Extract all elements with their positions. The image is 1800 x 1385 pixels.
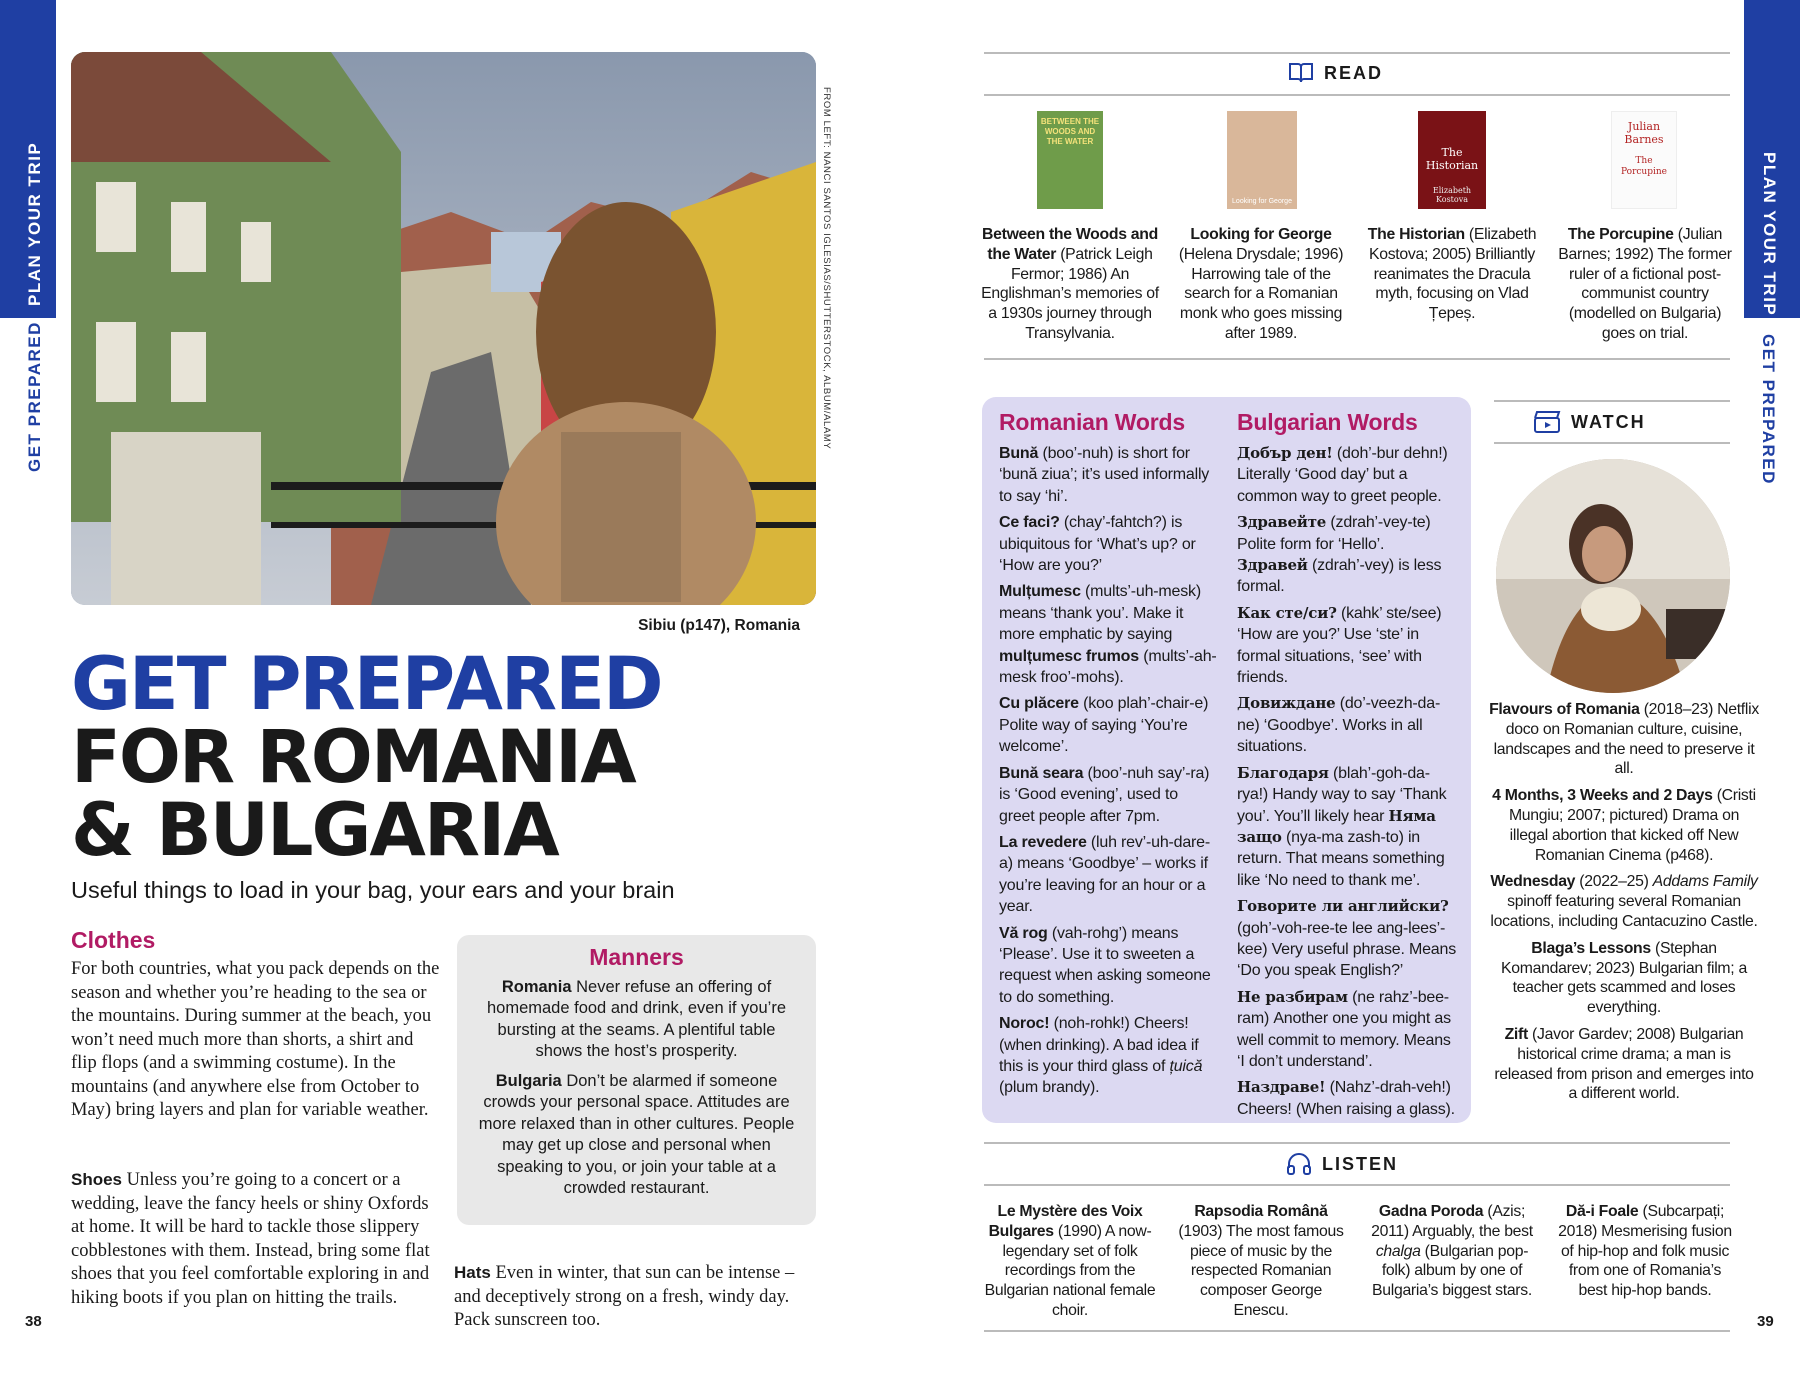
word-def: (kahk’ ste/see) ‘How are you?’ Use ‘ste’ in formal situations, ‘see’ with friends. <box>1237 604 1442 687</box>
book-the-historian <box>1362 225 1542 324</box>
manners-bulgaria-text: Don’t be alarmed if someone crowds your personal space. Attitudes are more relaxed than in other cultures. People may get up close and personal when speaking to you, or join your table at a crowded restaurant. <box>478 1071 795 1197</box>
read-rule-top <box>984 52 1730 54</box>
tab-get-prepared: GET PREPARED <box>25 321 44 472</box>
book-cover-looking-for-george <box>1227 111 1297 209</box>
book-title: Between the Woods and the Water <box>982 226 1158 263</box>
book-cover-between-the-woods <box>1037 111 1103 209</box>
word-def: (koo plah’-chair-e) Polite way of saying ‘You’re welcome’. <box>999 695 1209 756</box>
manners-bulgaria <box>475 1071 798 1200</box>
word-term: Не разбирам <box>1237 987 1348 1006</box>
word-def: (mults’-ah-mesk froo’-mohs). <box>999 647 1217 687</box>
watch-italic: Addams Family <box>1652 873 1758 891</box>
tab-get-prepared-right: GET PREPARED <box>1759 334 1778 485</box>
manners-heading: Manners <box>589 944 684 970</box>
listen-title: Dă-i Foale <box>1565 1203 1639 1220</box>
watch-title: Zift <box>1504 1025 1528 1043</box>
listen-desc: (Bulgarian pop-folk) album by one of Bulgaria’s biggest stars. <box>1372 1242 1532 1300</box>
book-desc: (Julian Barnes; 1992) The former ruler of a fictional post-communist country (modelled on Bulgaria) goes on trial. <box>1558 226 1732 342</box>
word-def: (noh-rohk!) Cheers! (when drinking). A bad idea if this is your third glass of <box>999 1015 1199 1075</box>
word-term: Mulțumesc <box>999 583 1081 601</box>
manners-bulgaria-label: Bulgaria <box>495 1071 562 1090</box>
cover-title-3: The Historian <box>1425 146 1479 172</box>
book-looking-for-george <box>1171 225 1351 344</box>
listen-desc: (1990) A now-legendary set of folk recordings from the Bulgarian national female choir. <box>984 1222 1156 1319</box>
read-heading <box>1288 61 1383 85</box>
word-entry <box>1237 763 1459 891</box>
shoes-label: Shoes <box>71 1170 123 1189</box>
listen-title: Le Mystère des Voix Bulgares <box>988 1203 1143 1240</box>
word-term: Здравей <box>1237 556 1308 575</box>
manners-box <box>457 935 816 1225</box>
page-subtitle: Useful things to load in your bag, your ears and your brain <box>71 877 675 903</box>
word-entry <box>999 512 1217 576</box>
listen-heading-text: LISTEN <box>1322 1153 1399 1174</box>
listen-item <box>1171 1202 1351 1321</box>
word-term: mulțumesc frumos <box>999 647 1139 665</box>
book-desc: (Elizabeth Kostova; 2005) Brilliantly reanimates the Dracula myth, focusing on Vlad Țepeș. <box>1368 226 1537 323</box>
romanian-words-column <box>999 407 1217 1104</box>
word-def: (nya-ma zash-to) in return. That means something like ‘No need to thank me’. <box>1237 828 1445 889</box>
word-entry <box>999 923 1217 1009</box>
word-entry <box>999 832 1217 918</box>
book-title: Looking for George <box>1190 226 1332 243</box>
title-line-2: FOR ROMANIA <box>71 715 635 800</box>
watch-heading <box>1533 410 1646 434</box>
watch-item <box>1489 939 1759 1018</box>
word-def: (plum brandy). <box>999 1079 1100 1097</box>
tab-plan-your-trip-right: PLAN YOUR TRIP <box>1760 152 1779 317</box>
watch-item <box>1489 1025 1759 1104</box>
listen-rule-top <box>984 1142 1730 1144</box>
word-entry <box>999 693 1217 757</box>
manners-romania-label: Romania <box>501 977 572 996</box>
word-entry <box>999 581 1217 688</box>
listen-rule-mid <box>984 1184 1730 1186</box>
side-tab-left <box>0 0 56 318</box>
hats-paragraph <box>454 1261 824 1333</box>
shoes-paragraph <box>71 1168 441 1310</box>
word-term: Говорите ли английски? <box>1237 897 1449 916</box>
hats-text: Even in winter, that sun can be intense – and deceptively strong on a fresh, windy day. Pack sunscreen too. <box>454 1263 795 1330</box>
word-def: (zdrah’-vey-te) Polite form for ‘Hello’. <box>1237 514 1431 553</box>
word-def: (ne rahz’-bee-ram) Another one you might as well commit to memory. Means ‘I don’t understand’. <box>1237 988 1451 1070</box>
word-term: Noroc! <box>999 1015 1050 1033</box>
listen-rule-bottom <box>984 1330 1730 1332</box>
watch-title: Flavours of Romania <box>1489 701 1640 718</box>
word-term: Благодаря <box>1237 763 1329 782</box>
watch-title: 4 Months, 3 Weeks and 2 Days <box>1492 787 1713 805</box>
word-def: (luh rev’-uh-dare-a) means ‘Goodbye’ – works if you’re leaving for an hour or a year. <box>999 833 1210 916</box>
watch-item <box>1489 786 1759 865</box>
book-the-porcupine <box>1555 225 1735 344</box>
bulgarian-words-column <box>1237 407 1459 1125</box>
word-term: Няма защо <box>1237 806 1436 846</box>
watch-desc: spinoff featuring several Romanian locations, including Cantacuzino Castle. <box>1490 893 1758 930</box>
word-def: (boo’-nuh say’-ra) is ‘Good evening’, used to greet people after 7pm. <box>999 764 1210 825</box>
listen-item <box>1555 1202 1735 1301</box>
book-cover-the-historian <box>1418 111 1486 209</box>
listen-italic: chalga <box>1375 1242 1421 1260</box>
watch-desc: (Cristi Mungiu; 2007; pictured) Drama on illegal abortion that kicked off New Romanian Cinema (p468). <box>1508 787 1756 864</box>
watch-item <box>1489 700 1759 779</box>
book-desc: (Patrick Leigh Fermor; 1986) An Englishman’s memories of a 1930s journey through Transylvania. <box>981 245 1159 342</box>
tab-plan-your-trip: PLAN YOUR TRIP <box>25 141 44 306</box>
title-line-3: & BULGARIA <box>71 788 558 873</box>
word-def: (do’-veezh-da-ne) ‘Goodbye’. Works in all situations. <box>1237 695 1441 756</box>
cover-title-4: The Porcupine <box>1620 156 1667 177</box>
word-term: Здравейте <box>1237 513 1327 532</box>
word-def: (zdrah’-vey) is less formal. <box>1237 557 1442 596</box>
word-term: Bună <box>999 445 1039 462</box>
word-term: Bună seara <box>999 764 1084 782</box>
word-def: (boo’-nuh) is short for ‘bună ziua’; it’s used informally to say ‘hi’. <box>999 445 1210 505</box>
word-term: La revedere <box>999 833 1087 851</box>
word-term: Ce faci? <box>999 514 1060 532</box>
word-def: (doh’-bur dehn!) Literally ‘Good day’ but a common way to greet people. <box>1237 445 1448 505</box>
listen-title: Gadna Poroda <box>1378 1203 1484 1220</box>
word-entry <box>1237 987 1459 1073</box>
word-italic: țuică <box>1169 1057 1203 1075</box>
word-def: (goh’-voh-ree-te lee ang-lees’-kee) Very useful phrase. Means ‘Do you speak English?’ <box>1237 919 1457 980</box>
watch-item <box>1489 872 1759 931</box>
clothes-heading: Clothes <box>71 927 156 953</box>
word-term: Наздраве! <box>1237 1078 1326 1097</box>
word-entry <box>1237 443 1459 507</box>
romanian-words-heading: Romanian Words <box>999 409 1185 435</box>
book-desc: (Helena Drysdale; 1996) Harrowing tale of the search for a Romanian monk who goes missing after 1989. <box>1178 245 1344 342</box>
listen-desc: (1903) The most famous piece of music by the respected Romanian composer George Enescu. <box>1178 1222 1344 1319</box>
book-cover-the-porcupine <box>1611 111 1677 209</box>
word-term: Как сте/си? <box>1237 603 1337 622</box>
cover-author-4: Julian Barnes <box>1624 120 1664 146</box>
watch-desc: (Stephan Komandarev; 2023) Bulgarian film; a teacher gets scammed and loses everything. <box>1501 939 1747 1017</box>
words-box <box>982 397 1471 1123</box>
word-def: (Nahz’-drah-veh!) Cheers! (When raising a glass). <box>1237 1079 1455 1118</box>
watch-list <box>1489 700 1759 1111</box>
watch-desc: (Javor Gardev; 2008) Bulgarian historical crime drama; a man is released from prison and emerges into a different world. <box>1494 1025 1754 1103</box>
side-tab-right <box>1744 0 1800 318</box>
watch-desc: (2018–23) Netflix doco on Romanian culture, cuisine, landscapes and the need to preserve it all. <box>1493 701 1759 778</box>
watch-rule-top <box>1494 400 1730 402</box>
word-entry <box>1237 896 1459 982</box>
photo-caption: Sibiu (p147), Romania <box>638 617 800 634</box>
word-def: (mults’-uh-mesk) means ‘thank you’. Make it more emphatic by saying <box>999 583 1201 644</box>
cover-author-3: Elizabeth Kostova <box>1432 186 1472 204</box>
book-title: The Historian <box>1367 226 1465 243</box>
word-term: Cu plăcere <box>999 695 1079 713</box>
listen-item <box>1362 1202 1542 1301</box>
word-def: (blah’-goh-da-rya!) Handy way to say ‘Thank you’. You’ll likely hear <box>1237 764 1447 825</box>
listen-heading <box>1286 1152 1398 1176</box>
page-number-left: 38 <box>25 1313 42 1330</box>
listen-desc: (Azis; 2011) Arguably, the best <box>1371 1203 1533 1240</box>
word-entry <box>1237 693 1459 757</box>
title-line-1: GET PREPARED <box>71 642 662 727</box>
hats-label: Hats <box>454 1263 491 1282</box>
watch-title: Blaga’s Lessons <box>1531 939 1651 957</box>
read-rule-end <box>984 358 1730 360</box>
word-entry <box>1237 1077 1459 1120</box>
page-number-right: 39 <box>1757 1313 1774 1330</box>
headphones-icon <box>1286 1152 1312 1176</box>
word-entry <box>1237 603 1459 689</box>
listen-item <box>980 1202 1160 1321</box>
film-still-circle <box>1496 459 1730 693</box>
listen-title: Rapsodia Română <box>1194 1203 1328 1220</box>
word-entry <box>999 1013 1217 1099</box>
word-term: Довиждане <box>1237 694 1336 713</box>
bulgarian-words-heading: Bulgarian Words <box>1237 409 1418 435</box>
read-rule-bottom <box>984 94 1730 96</box>
word-def: (chay’-fahtch?) is ubiquitous for ‘What’s up? or ‘How are you?’ <box>999 514 1196 575</box>
word-entry <box>999 763 1217 827</box>
shoes-text: Unless you’re going to a concert or a wedding, leave the fancy heels or shiny Oxfords at home. It will be hard to tackle those slippery cobblestones with them. Instead, bring some flat shoes that you feel comfortable exploring in and hiking boots if you plan on hitting the trails. <box>71 1170 430 1308</box>
photo-credit: FROM LEFT: NANCI SANTOS IGLESIAS/SHUTTERSTOCK, ALBUM/ALAMY <box>821 87 832 450</box>
manners-romania-text: Never refuse an offering of homemade food and drink, even if you’re bursting at the seams. A plentiful table shows the host’s prosperity. <box>486 977 786 1060</box>
watch-rule-bottom <box>1494 442 1730 444</box>
word-entry <box>1237 512 1459 598</box>
read-heading-text: READ <box>1324 62 1384 83</box>
word-term: Добър ден! <box>1237 444 1333 462</box>
book-between-the-woods <box>980 225 1160 344</box>
watch-desc: (2022–25) <box>1575 873 1653 891</box>
listen-desc: (Subcarpați; 2018) Mesmerising fusion of hip-hop and folk music from one of Romania’s best hip-hop bands. <box>1558 1203 1732 1300</box>
watch-heading-text: WATCH <box>1571 411 1646 432</box>
clapperboard-icon <box>1533 410 1561 434</box>
cover-title-1: BETWEEN THE WOODS AND THE WATER <box>1040 117 1100 146</box>
word-entry <box>999 443 1217 507</box>
book-title: The Porcupine <box>1567 226 1674 243</box>
word-def: (vah-rohg’) means ‘Please’. Use it to sweeten a request when asking someone to do something. <box>999 924 1211 1006</box>
cover-title-2: Looking for George <box>1232 198 1292 205</box>
page-title <box>71 642 662 873</box>
sibiu-photo <box>71 52 816 605</box>
book-icon <box>1288 61 1314 85</box>
watch-title: Wednesday <box>1490 873 1576 891</box>
word-term: Vă rog <box>999 924 1048 942</box>
manners-romania <box>475 977 798 1063</box>
clothes-text: For both countries, what you pack depends on the season and whether you’re heading to the sea or the mountains. During summer at the beach, you won’t need much more than shorts, a shirt and flip flops (and a swimming costume). In the mountains (and anywhere else from October to May) bring layers and plan for variable weather. <box>71 959 440 1120</box>
